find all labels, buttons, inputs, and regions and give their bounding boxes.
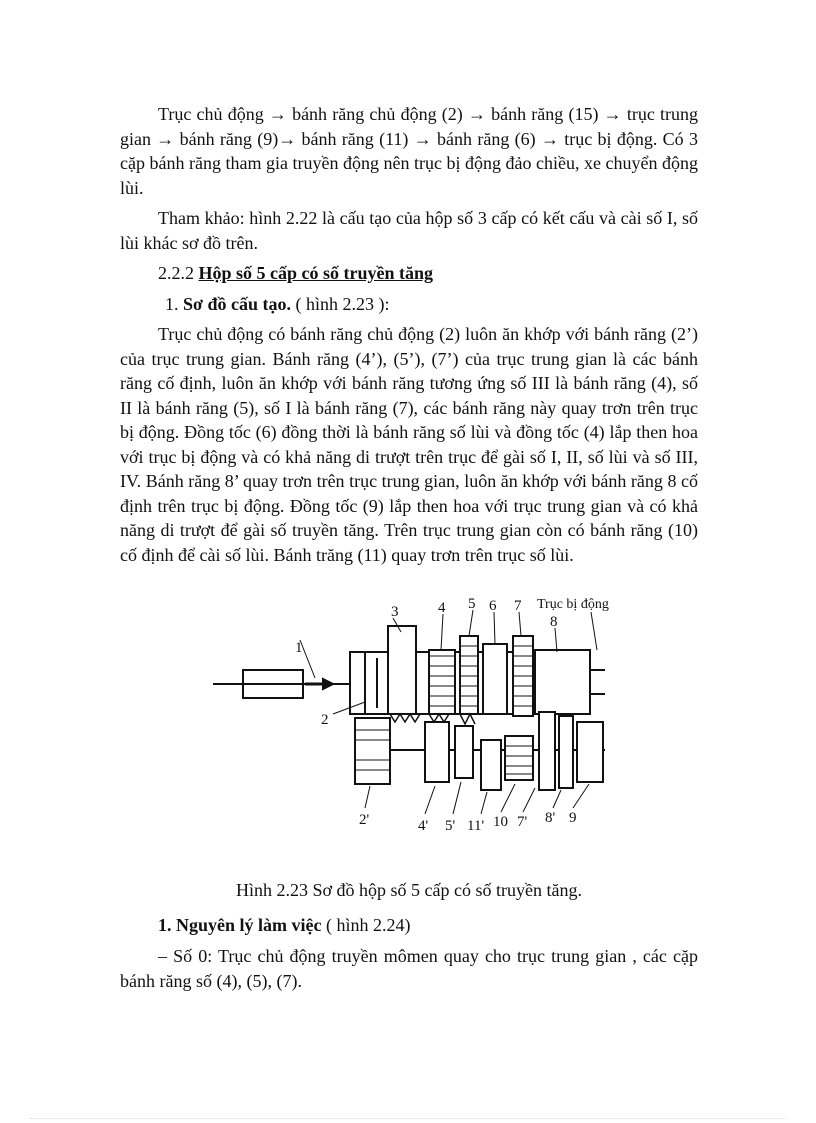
section-heading-2-2-2 bbox=[158, 261, 433, 285]
synchronizer-3 bbox=[388, 626, 416, 714]
label-8: 8 bbox=[550, 614, 558, 630]
label-output-shaft: Trục bị động bbox=[537, 597, 609, 612]
gear-2-prime bbox=[355, 718, 390, 784]
subheading-number: 1. bbox=[158, 915, 172, 935]
gear-5 bbox=[460, 636, 478, 714]
label-1: 1 bbox=[295, 640, 303, 656]
label-2: 2 bbox=[321, 712, 329, 728]
gear-4 bbox=[429, 650, 455, 714]
label-4: 4 bbox=[438, 600, 446, 616]
label-5: 5 bbox=[468, 596, 476, 612]
output-flange bbox=[535, 650, 590, 714]
label-10: 10 bbox=[493, 814, 508, 830]
page-bottom-divider bbox=[30, 1118, 786, 1119]
subheading-working-principle bbox=[158, 913, 411, 937]
gear-4-prime bbox=[425, 722, 449, 782]
label-8-prime: 8' bbox=[545, 810, 556, 826]
label-2-prime: 2' bbox=[359, 812, 370, 828]
gear-8-prime bbox=[559, 716, 573, 788]
subheading-number: 1. bbox=[165, 294, 179, 314]
section-number: 2.2.2 bbox=[158, 263, 194, 283]
gear-11-prime bbox=[481, 740, 501, 790]
paragraph-neutral-gear: – Số 0: Trục chủ động truyền mômen quay cho trục trung gian , các cặp bánh răng số (4), (5), (7). bbox=[120, 946, 698, 991]
subheading-structure-diagram bbox=[165, 292, 389, 316]
paragraph-structure-description: Trục chủ động có bánh răng chủ động (2) luôn ăn khớp với bánh răng (2’) của trục trung gian. Bánh răng (4’), (5’), (7’) của trục trung gian là các bánh răng cố định, luôn ăn khớp với bánh răng tương ứng số III là bánh răng (4), số II là bánh răng (5), số I là bánh răng (7), các bánh răng này quay trơn trên trục bị động. Đồng tốc (6) đồng thời là bánh răng số lùi và đồng tốc (4) lắp then hoa với trục bị động và có khả năng di trượt trên trục để gài số I, II, số lùi và số III, IV. Bánh răng 8’ quay trơn trên trục trung gian, luôn ăn khớp với bánh răng 8 cố định trên trục bị động. Đồng tốc (9) lắp then hoa với trục trung gian và có khả năng di trượt để gài số truyền tăng. Trên trục trung gian còn có bánh răng (10) cố định để cài số lùi. Bánh trăng (11) quay trơn trên trục số lùi. bbox=[120, 324, 698, 565]
gear-7-prime bbox=[539, 712, 555, 790]
gearbox-diagram-figure bbox=[205, 590, 625, 840]
label-4-prime: 4' bbox=[418, 818, 429, 834]
label-6: 6 bbox=[489, 598, 497, 614]
synchronizer-9 bbox=[577, 722, 603, 782]
subheading-title: Nguyên lý làm việc bbox=[176, 915, 322, 935]
gear-10 bbox=[505, 736, 533, 780]
paragraph-reverse-gear-flow: Trục chủ động → bánh răng chủ động (2) → bánh răng (15) → trục trung gian → bánh răng (9)→ bánh răng (11) → bánh răng (6) → trục bị động. Có 3 cặp bánh răng tham gia truyền động nên trục bị động đảo chiều, xe chuyển động lùi. bbox=[120, 104, 698, 198]
subheading-ref: ( hình 2.23 ): bbox=[295, 294, 390, 314]
gear-6 bbox=[483, 644, 507, 714]
figure-caption: Hình 2.23 Sơ đồ hộp số 5 cấp có số truyền tăng. bbox=[236, 880, 582, 900]
label-11-prime: 11' bbox=[467, 818, 485, 834]
label-7-prime: 7' bbox=[517, 814, 528, 830]
gear-5-prime bbox=[455, 726, 473, 778]
label-7: 7 bbox=[514, 598, 522, 614]
label-5-prime: 5' bbox=[445, 818, 456, 834]
label-3: 3 bbox=[391, 604, 399, 620]
gearbox-diagram bbox=[205, 590, 625, 840]
paragraph-reference-note: Tham khảo: hình 2.22 là cấu tạo của hộp số 3 cấp có kết cấu và cài số I, số lùi khác sơ đồ trên. bbox=[120, 208, 698, 253]
label-9: 9 bbox=[569, 810, 577, 826]
section-title: Hộp số 5 cấp có số truyền tăng bbox=[198, 263, 434, 283]
subheading-title: Sơ đồ cấu tạo. bbox=[183, 294, 291, 314]
subheading-ref: ( hình 2.24) bbox=[326, 915, 411, 935]
